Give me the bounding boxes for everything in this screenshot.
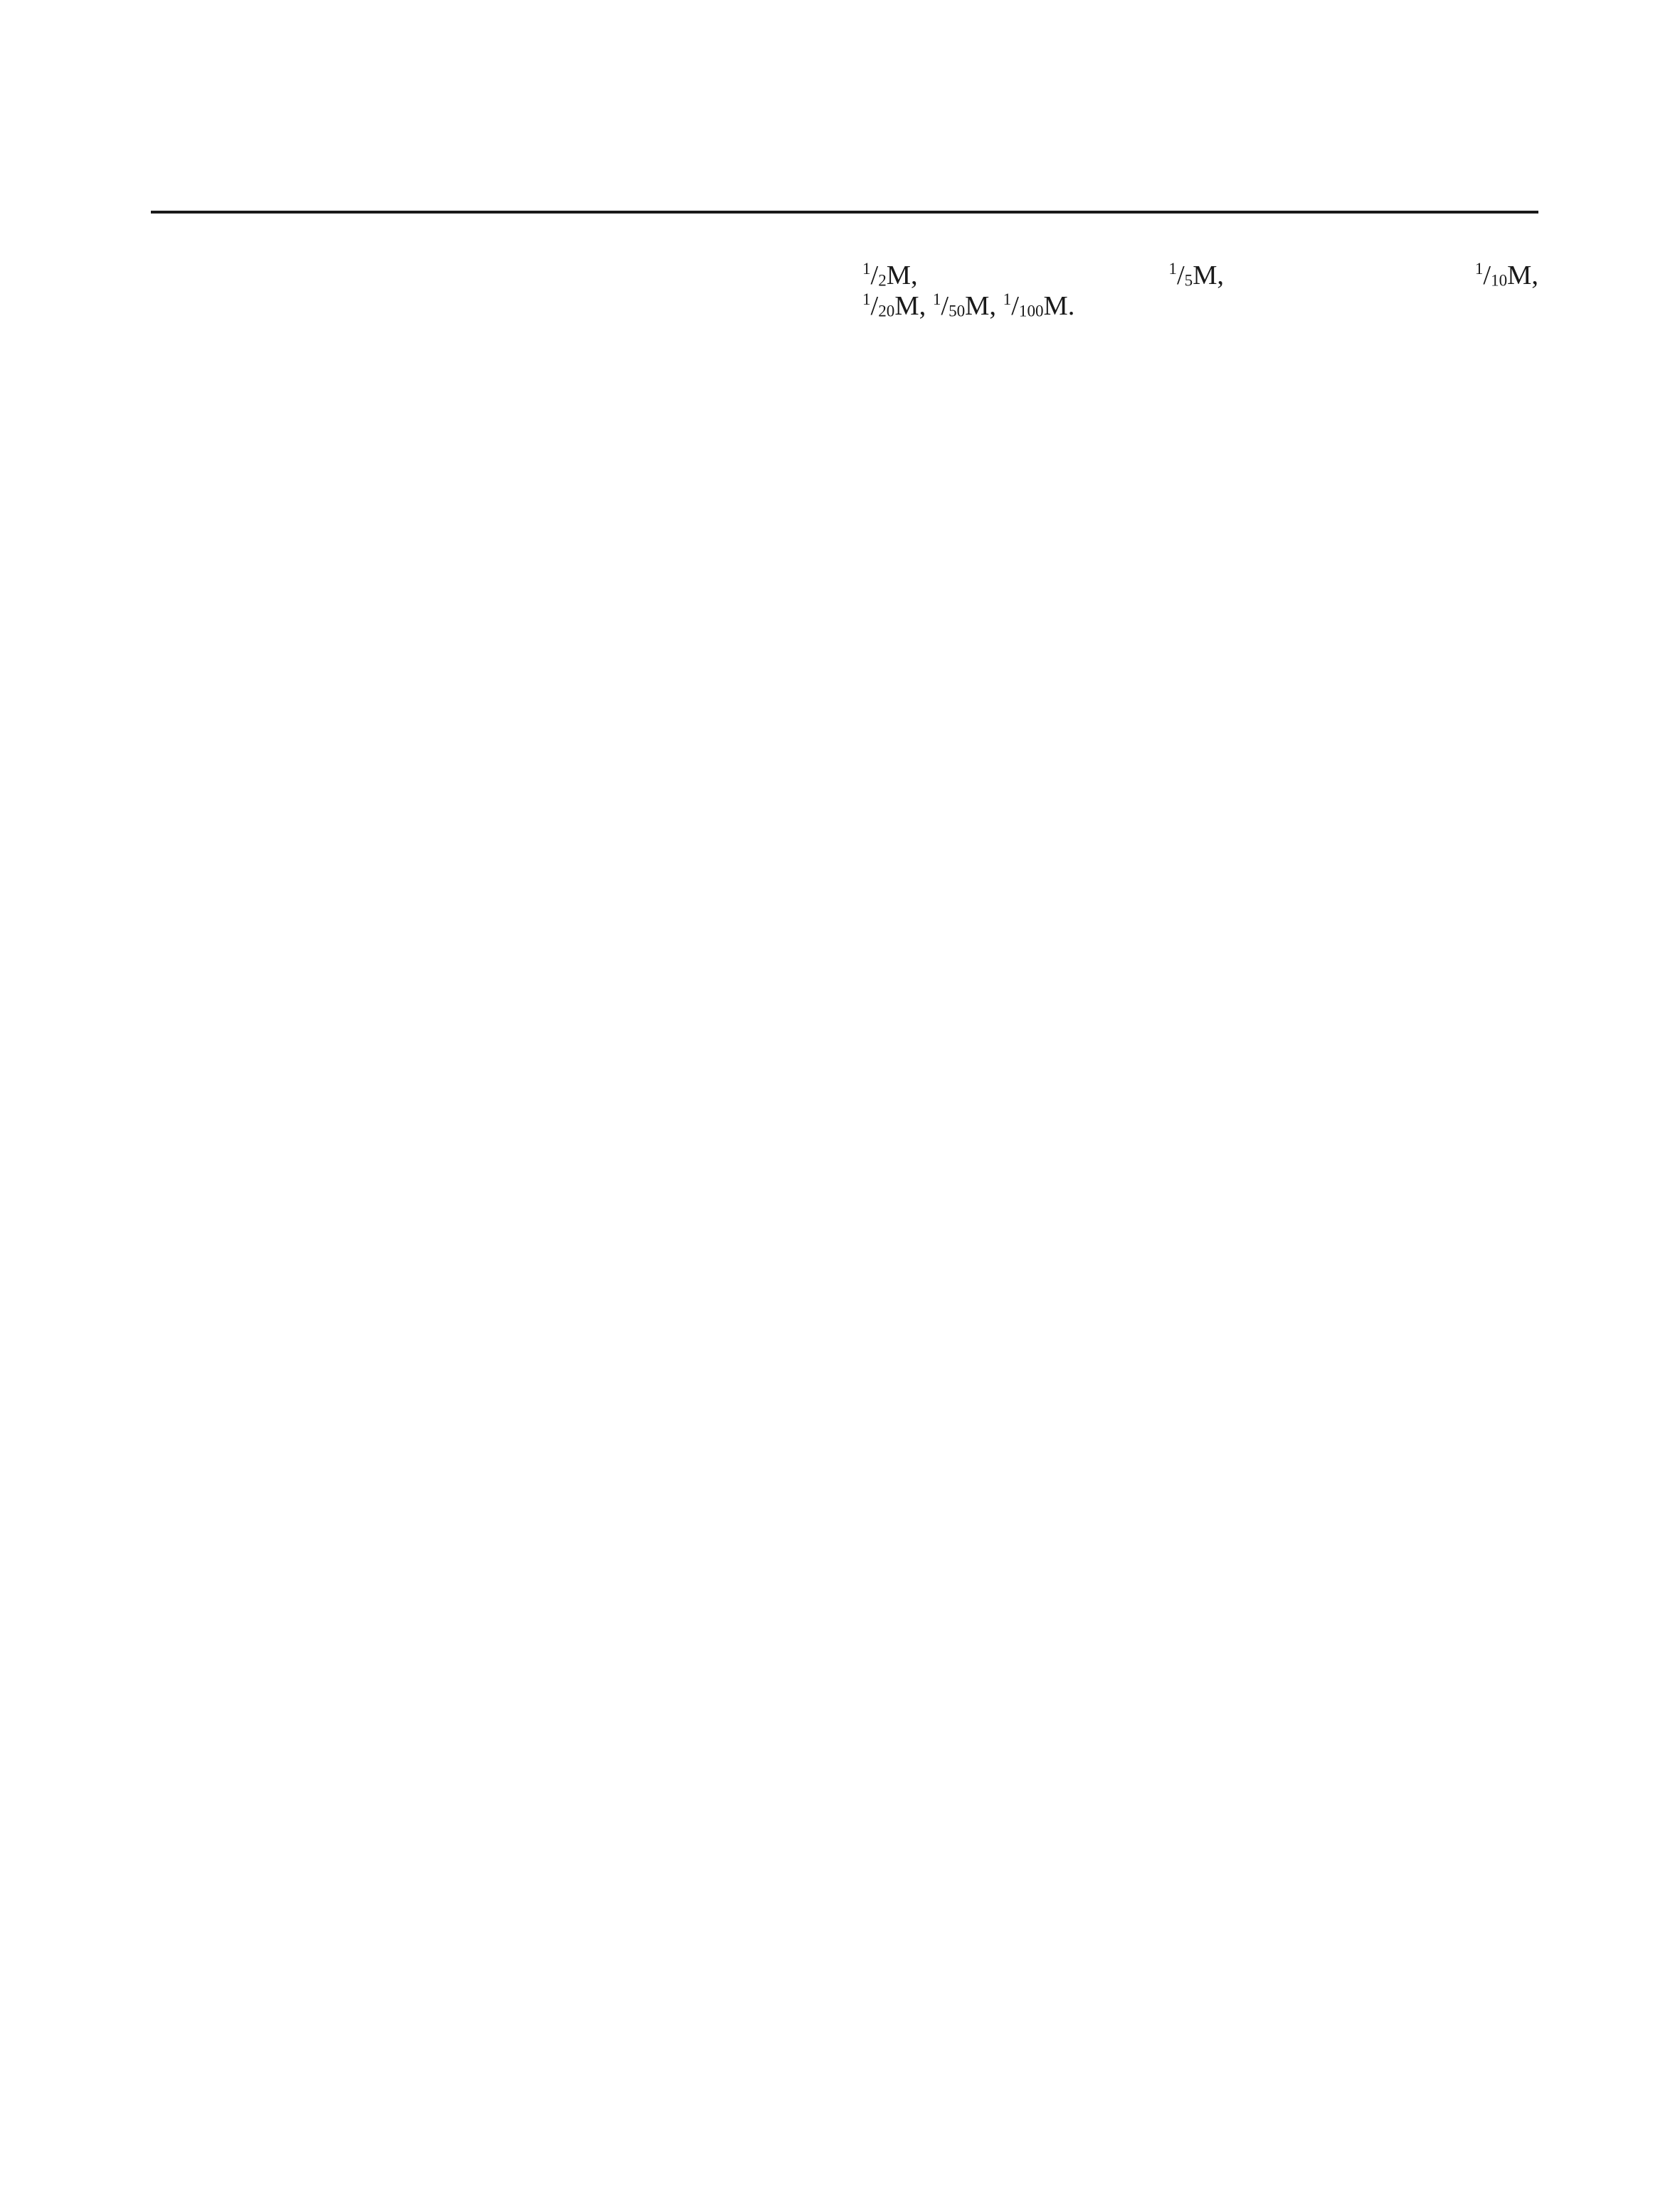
fraction-half: $^1/_2М$, [862,259,918,290]
fraction-hundredth: $^1/_{100}М$. [1003,289,1075,321]
fraction-fiftieth: $^1/_{50}М$, [932,289,997,321]
fraction-tenth: $^1/_{10}М$, [1474,259,1539,290]
fraction-fifth: $^1/_5М$, [1168,259,1225,290]
fraction-twentieth: $^1/_{20}М$, [862,289,926,321]
limit-12m [862,1594,1538,1625]
right-column-bottom [862,1564,1538,1624]
limit-15m [862,1564,1538,1594]
